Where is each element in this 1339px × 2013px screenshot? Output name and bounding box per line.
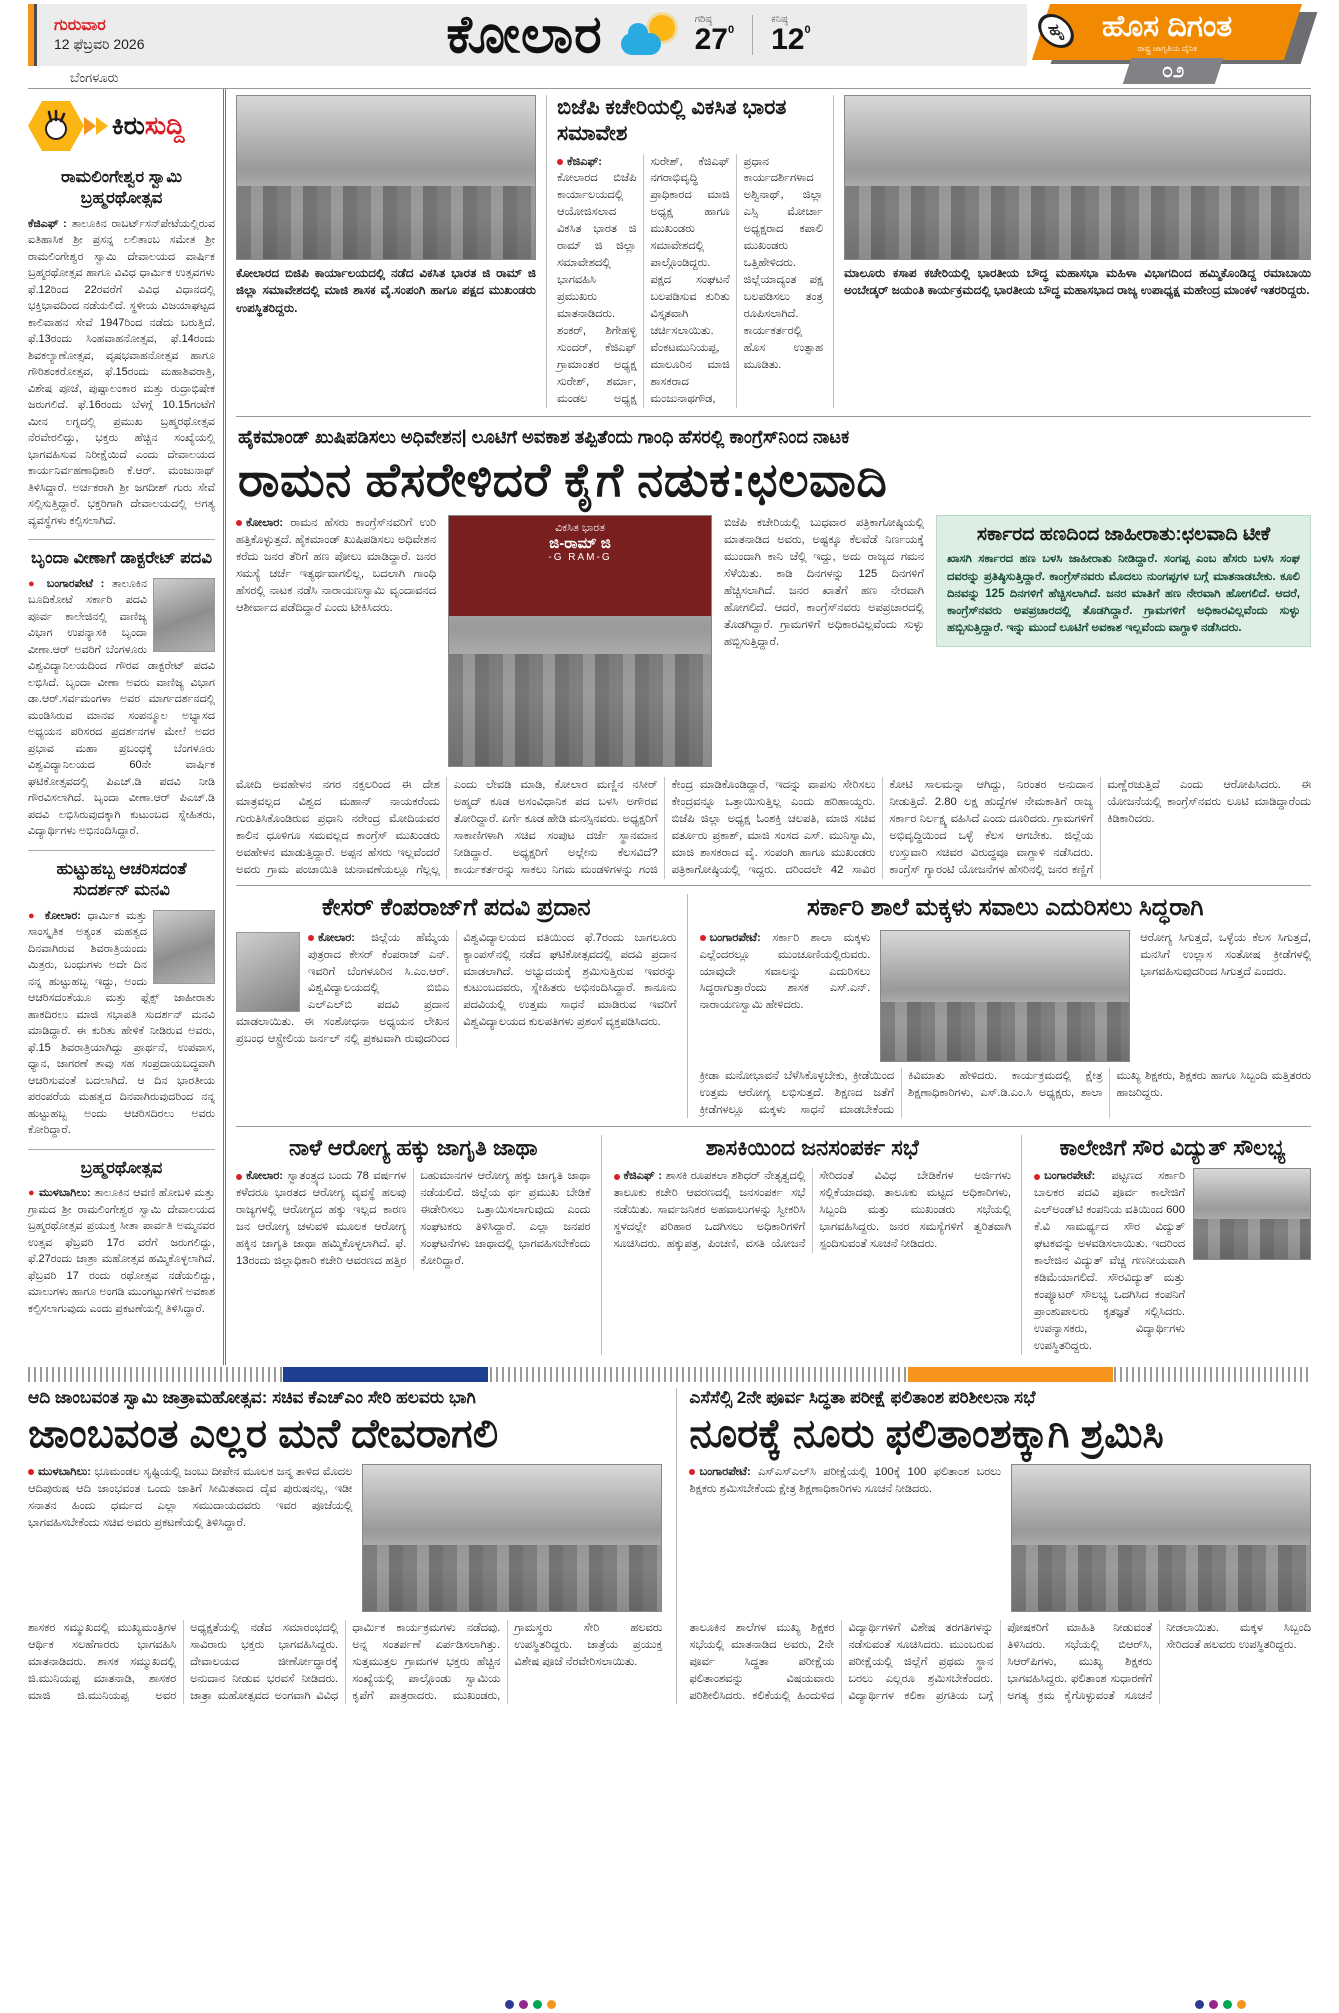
story-body: ಬಂಗಾರಪೇಟೆ: ಪಟ್ಟಣದ ಸರ್ಕಾರಿ ಬಾಲಕರ ಪದವಿ ಪೂರ್ವ ಕಾಲೇಜಿಗೆ ಎಲ್‌ಅಂಡ್‌ಟಿ ಕಂಪನಿಯ ವತಿಯಿಂದ 600 ಕೆ.ವಿ ಸಾಮರ್ಥ್ಯದ ಸೌರ ವಿದ್ಯುತ್ ಘಟಕವನ್ನು ಅಳವಡಿಸಲಾಯಿತು. ಇದರಿಂದ ಕಾಲೇಜಿನ ವಿದ್ಯುತ್ ವೆಚ್ಚ ಗಣನೀಯವಾಗಿ ಕಡಿಮೆಯಾಗಲಿದೆ. ಸೌರವಿದ್ಯುತ್ ಮತ್ತು ಕಂಪ್ಯೂಟರ್ ಸೌಲಭ್ಯ ಒದಗಿಸಿದ ಕಂಪನಿಗೆ ಪ್ರಾಂಶುಪಾಲರು ಕೃತಜ್ಞತೆ ಸಲ್ಲಿಸಿದರು. ಉಪನ್ಯಾಸಕರು, ವಿದ್ಯಾರ್ಥಿಗಳು ಉಪಸ್ಥಿತರಿದ್ದರು. xyxy=(1034,1170,1186,1352)
top-story-band xyxy=(236,89,1311,417)
speaker-podium-photo xyxy=(448,515,712,767)
kiru-suddi-rail xyxy=(28,89,226,1365)
buddha-mahasabha-event-photo xyxy=(844,95,1311,260)
main-story-headline: ರಾಮನ ಹೆಸರೇಳಿದರೆ ಕೈಗೆ ನಡುಕ:ಛಲವಾದಿ xyxy=(238,452,888,506)
kiru-item-headline: ಹುಟ್ಟುಹಬ್ಬ ಆಚರಿಸದಂತೆ ಸುದರ್ಶನ್ ಮನವಿ xyxy=(56,859,187,900)
school-banner-event-photo xyxy=(880,930,1130,1062)
chevron-icon xyxy=(84,117,96,135)
portrait-photo xyxy=(153,578,215,652)
date: 12 ಫೆಬ್ರವರಿ 2026 xyxy=(54,36,145,53)
health-rights-story xyxy=(236,1135,602,1354)
story-kicker: ಆದಿ ಜಾಂಬವಂತ ಸ್ವಾಮಿ ಜಾತ್ರಾಮಹೋತ್ಸವ: ಸಚಿವ ಕೆಎಚ್‌ಎಂ ಸೇರಿ ಹಲವರು ಭಾಗಿ xyxy=(28,1387,476,1407)
story-headline: ಜಾಂಬವಂತ ಎಲ್ಲರ ಮನೆ ದೇವರಾಗಲಿ xyxy=(28,1411,499,1456)
jambavanta-story xyxy=(28,1388,662,1705)
kiru-item-headline: ರಾಮಲಿಂಗೇಶ್ವರ ಸ್ವಾಮಿ ಬ್ರಹ್ಮರಥೋತ್ಸವ xyxy=(60,168,183,208)
kiru-item-body: ● ಮುಳಬಾಗಿಲು: ತಾಲೂಕಿನ ಆವಣಿ ಹೋಬಳಿ ಮತ್ತು ಗ್ರಾಮದ ಶ್ರೀ ರಾಮಲಿಂಗೇಶ್ವರ ಸ್ವಾಮಿ ದೇವಾಲಯದ ಬ್ರಹ್ಮರಥೋತ್ಸವ ಪ್ರಯುಕ್ತ ಸೀತಾ ಪಾರ್ವತಿ ಅಮ್ಮನವರ ಉತ್ಸವ ಫೆಬ್ರವರಿ 17ರ ವರೆಗೆ ಜರುಗಲಿದ್ದು, ಫೆ.27ರಂದು ಜಾತ್ರಾ ಮಹೋತ್ಸವ ಹಮ್ಮಿಕೊಳ್ಳಲಾಗಿದೆ. ಫೆಬ್ರವರಿ 17 ರಂದು ರಥೋತ್ಸವ ನಡೆಯಲಿದ್ದು, ಮಾಲುಗಳು ಹಾಗೂ ಅಂಗಡಿ ಮುಂಗಟ್ಟುಗಳಿಗೆ ಅವಕಾಶ ಕಲ್ಪಿಸಲಾಗುವುದು ಎಂದು ಪ್ರಕಟಣೆಯಲ್ಲಿ ತಿಳಿಸಿದ್ದಾರೆ. xyxy=(28,1187,215,1315)
kiru-suddi-title: ಕಿರುಸುದ್ದಿ xyxy=(112,111,185,140)
portrait-photo xyxy=(236,932,300,1012)
section-divider-strip xyxy=(28,1367,1311,1382)
newspaper-logo xyxy=(1041,4,1311,82)
edition-masthead: ಕೋಲಾರ xyxy=(446,5,603,64)
newspaper-name: ಹೊಸ ದಿಗಂತ xyxy=(1101,10,1233,43)
content-area xyxy=(28,88,1311,1365)
article-headline: ಬಿಜೆಪಿ ಕಚೇರಿಯಲ್ಲಿ ವಿಕಸಿತ ಭಾರತ ಸಮಾವೇಶ xyxy=(557,96,787,146)
main-story-kicker: ಹೈಕಮಾಂಡ್ ಖುಷಿಪಡಿಸಲು ಅಧಿವೇಶನ| ಲೂಟಿಗೆ ಅವಕಾಶ ತಪ್ಪಿತೆಂದು ಗಾಂಧಿ ಹೆಸರಲ್ಲಿ ಕಾಂಗ್ರೆಸ್‌ನಿಂದ ನಾಟಕ xyxy=(238,426,850,447)
page-number: ೦೨ xyxy=(1161,59,1185,82)
photo-caption: ಕೋಲಾರದ ಬಿಜಿಪಿ ಕಾರ್ಯಾಲಯದಲ್ಲಿ ನಡೆದ ವಿಕಸಿತ ಭಾರತ ಜಿ ರಾಮ್ ಜಿ ಜಿಲ್ಲಾ ಸಮಾವೇಶದಲ್ಲಿ ಮಾಜಿ ಶಾಸಕ ವೈ.ಸಂಪಂಗಿ ಹಾಗೂ ಪಕ್ಷದ ಮುಖಂಡರು ಉಪಸ್ಥಿತರಿದ್ದರು. xyxy=(236,266,536,315)
main-story-column: ಬಿಜೆಪಿ ಕಚೇರಿಯಲ್ಲಿ ಬುಧವಾರ ಪತ್ರಿಕಾಗೋಷ್ಠಿಯಲ್ಲಿ ಮಾತನಾಡಿದ ಅವರು, ಅಷ್ಟಕ್ಕೂ ಕೆಲವೆಡೆ ನಿರ್ಣಯಕ್ಕೆ ಮುಂದಾಗಿ ಕಾನಿ ಚೆಲ್ಲಿ ಇದ್ದು, ಅದು ರಾಜ್ಯದ ಗಮನ ಸೆಳೆಯಿತು. ಕಾಡಿ ದಿನಗಳನ್ನು 125 ದಿನಗಳಿಗೆ ಹೆಚ್ಚಿಸಲಾಗಿದೆ. ಜನರ ಖಾತೆಗೆ ಹಣ ನೇರವಾಗಿ ಹೋಗಲಿದೆ. ಆದರೆ, ಕಾಂಗ್ರೆಸ್‌ನವರು ಅಪಪ್ರಚಾರದಲ್ಲಿ ತೊಡಗಿದ್ದಾರೆ. ಗ್ರಾಮಗಳಿಗೆ ಅಧಿಕಾರವಿಲ್ಲವೆಂದು ಸುಳ್ಳು ಹಬ್ಬಿಸುತ್ತಿದ್ದಾರೆ. xyxy=(724,517,924,648)
story-column: ಬಂಗಾರಪೇಟೆ: ಸರ್ಕಾರಿ ಶಾಲಾ ಮಕ್ಕಳು ಎಲ್ಲೆಂದರಲ್ಲೂ ಮುಂಚೂಣಿಯಲ್ಲಿರುವರು. ಯಾವುದೇ ಸವಾಲನ್ನು ಎದುರಿಸಲು ಸಿದ್ಧರಾಗುತ್ತಾರೆಂದು ಶಾಸಕ ಎಸ್.ಎನ್. ನಾರಾಯಣಸ್ವಾಮಿ ಹೇಳಿದರು. xyxy=(699,931,871,1012)
kiru-item-headline: ಬ್ರಹ್ಮರಥೋತ್ಸವ xyxy=(80,1158,163,1177)
print-registration-dots xyxy=(505,2000,556,2009)
logo-emblem-icon: ಹೃ xyxy=(1033,14,1078,48)
weather-min-label: ಕನಿಷ್ಠ xyxy=(771,14,788,25)
story-headline: ಕೇಸರ್ ಕೆಂಪರಾಜ್‌ಗೆ ಪದವಿ ಪ್ರದಾನ xyxy=(321,893,591,921)
kiru-item-doctorate xyxy=(28,540,215,850)
date-accent-bar xyxy=(28,4,37,66)
story-body: ಕೋಲಾರ: ಸ್ವಾತಂತ್ರ್ಯದ ಬಂದು 78 ವರ್ಷಗಳ ಕಳೆದರೂ ಭಾರತದ ಆರೋಗ್ಯ ವ್ಯವಸ್ಥೆ ಹಲವು ರಾಜ್ಯಗಳಲ್ಲಿ ಆರೋಗ್ಯದ ಹಕ್ಕು ಇಲ್ಲದ ಕಾರಣ ಜನ ಆರೋಗ್ಯ ಚಳುವಳಿ ಮೂಲಕ ಆರೋಗ್ಯ ಹಕ್ಕಿನ ಜಾಗೃತಿ ಜಾಥಾ ಹಮ್ಮಿಕೊಳ್ಳಲಾಗಿದೆ. ಫೆ. 13ರಂದು ಜಿಲ್ಲಾಧಿಕಾರಿ ಕಚೇರಿ ಆವರಣದ ಹತ್ತಿರ ಬಹುಮಾನಗಳ ಆರೋಗ್ಯ ಹಕ್ಕು ಜಾಗೃತಿ ಜಾಥಾ ನಡೆಯಲಿದೆ. ಜಿಲ್ಲೆಯ ರ್ಥ ಪ್ರಮುಖ ಬೇಡಿಕೆ ಈಡೇರಿಸಲು ಒತ್ತಾಯಿಸಲಾಗುವುದು ಎಂದು ಸಂಘಟಕರು ತಿಳಿಸಿದ್ದಾರೆ. ಎಲ್ಲಾ ಜನಪರ ಸಂಘಟನೆಗಳು ಜಾಥಾದಲ್ಲಿ ಭಾಗವಹಿಸಬೇಕೆಂದು ಕೋರಿದ್ದಾರೆ. xyxy=(236,1170,591,1268)
story-column: ಆರೋಗ್ಯ ಸಿಗುತ್ತದೆ, ಒಳ್ಳೆಯ ಕೆಲಸ ಸಿಗುತ್ತದೆ, ಮನಸಿಗೆ ಉಲ್ಲಾಸ ಸಂತೋಷ ಕ್ರೀಡೆಗಳಲ್ಲಿ ಭಾಗವಹಿಸುವುದರಿಂದ ಸಿಗುತ್ತದೆ ಎಂದರು. xyxy=(1140,931,1311,978)
chevron-icon xyxy=(96,117,108,135)
main-story-lead: ಕೋಲಾರ: ರಾಮನ ಹೆಸರು ಕಾಂಗ್ರೆಸ್‌ನವರಿಗೆ ಉರಿ ಹತ್ತಿಕೊಳ್ಳುತ್ತದೆ. ಹೈಕಮಾಂಡ್ ಖುಷಿಪಡಿಸಲು ಅಧಿವೇಶನ ಕರೆದು ಜನರ ತೆರಿಗೆ ಹಣ ಪೋಲು ಮಾಡಿದ್ದಾರೆ. ಜನರ ಸಮಸ್ಯೆ ಚರ್ಚೆ ಇತ್ಯರ್ಥವಾಗಲಿಲ್ಲ, ಬದಲಾಗಿ ಗಾಂಧಿ ಹೆಸರಲ್ಲಿ ನಾಟಕ ನಡೆಸಿ ನಾರಾಯಣಸ್ವಾಮಿ ವೃಂದಾವನದ ಆಶೀರ್ವಾದ ಪಡೆದಿದ್ದಾರೆ ಎಂದು ಟೀಕಿಸಿದರು. xyxy=(236,517,437,614)
weather-min-value: $12^0$ xyxy=(771,23,811,56)
kiru-item-rathotsava xyxy=(28,1150,215,1327)
page-number-band xyxy=(1123,58,1223,84)
vikasita-bharata-article xyxy=(546,95,823,408)
story-headline: ನಾಳೆ ಆರೋಗ್ಯ ಹಕ್ಕು ಜಾಗೃತಿ ಜಾಥಾ xyxy=(289,1135,538,1161)
story-lead: ಮುಳಬಾಗಿಲು: ಭೂಮಂಡಲ ಸೃಷ್ಟಿಯಲ್ಲಿ ಜಂಬು ದೀಪೇನ ಮೂಲಕ ಜನ್ಮ ತಾಳಿದ ಮೊದಲ ಆದಿಪುರುಷ ಆದಿ ಜಾಂಭವಂತ ಒಂದು ಜಾತಿಗೆ ಸೀಮಿತವಾದ ದೈವ ಪುರುಷನಲ್ಲ, ಇಡೀ ಸನಾತನ ಹಿಂದು ಧರ್ಮದ ಎಲ್ಲಾ ಸಮುದಾಯದವರು ಇವರ ಪೂಜೆಯಲ್ಲಿ ಭಾಗವಹಿಸಬೇಕೆಂದು ಸಚಿವ ಅವರು ಪ್ರಕಟಣೆಯಲ್ಲಿ ತಿಳಿಸಿದ್ದಾರೆ. xyxy=(28,1465,353,1529)
story-body: ಕ್ರೀಡಾ ಮನೋಭಾವನೆ ಬೆಳೆಸಿಕೊಳ್ಳಬೇಕು, ಕ್ರೀಡೆಯಿಂದ ಉತ್ತಮ ಆರೋಗ್ಯ ಲಭಿಸುತ್ತದೆ. ಶಿಕ್ಷಣದ ಜತೆಗೆ ಕ್ರೀಡೆಗಳಲ್ಲೂ ಮಕ್ಕಳು ಸಾಧನೆ ಮಾಡಬೇಕೆಂದು ಕಿವಿಮಾತು ಹೇಳಿದರು. ಕಾರ್ಯಕ್ರಮದಲ್ಲಿ ಕ್ಷೇತ್ರ ಶಿಕ್ಷಣಾಧಿಕಾರಿಗಳು, ಎಸ್.ಡಿ.ಎಂ.ಸಿ ಅಧ್ಯಕ್ಷರು, ಶಾಲಾ ಮುಖ್ಯ ಶಿಕ್ಷಕರು, ಶಿಕ್ಷಕರು ಹಾಗೂ ಸಿಬ್ಬಂದಿ ಮತ್ತಿತರರು ಹಾಜರಿದ್ದರು. xyxy=(699,1069,1311,1116)
solar-panel-photo xyxy=(1193,1168,1311,1260)
story-body: ಕೋಲಾರ: ಜಿಲ್ಲೆಯ ಹೆಮ್ಮೆಯ ಪುತ್ರರಾದ ಕೇಸರ್ ಕೆಂಪರಾಜ್ ಎನ್. ಇವರಿಗೆ ಬೆಂಗಳೂರಿನ ಸಿ.ಎಂ.ಆರ್. ವಿಶ್ವವಿದ್ಯಾಲಯದಲ್ಲಿ ಬಿಬಿಎ ಎಲ್‌ಎಲ್‌ಬಿ ಪದವಿ ಪ್ರದಾನ ಮಾಡಲಾಯಿತು. ಈ ಸಂಶೋಧನಾ ಅಧ್ಯಯನ ಲೇಖನ ಪ್ರಬಂಧ ಆಸ್ಟ್ರೇಲಿಯ ಜರ್ನಲ್ ನಲ್ಲಿ ಪ್ರಕಟವಾಗಿ ರುವುದರಿಂದ ವಿಶ್ವವಿದ್ಯಾಲಯದ ವತಿಯಿಂದ ಫೆ.7ರಂದು ಬಾಗಲೂರು ಕ್ಯಾಂಪಸ್‌ನಲ್ಲಿ ನಡೆದ ಘಟಿಕೋತ್ಸವದಲ್ಲಿ ಪದವಿ ಪ್ರದಾನ ಮಾಡಲಾಗಿದೆ. ಅಭ್ಯುದಯಕ್ಕೆ ಶ್ರಮಿಸುತ್ತಿರುವ ಇವರನ್ನು ಕುಟುಂಬದವರು, ಸ್ನೇಹಿತರು ಅಭಿನಂದಿಸಿದ್ದಾರೆ. ಕಾನೂನು ಪದವಿಯಲ್ಲಿ ಉತ್ತಮ ಸಾಧನೆ ಮಾಡಿರುವ ಇವರಿಗೆ ವಿಶ್ವವಿದ್ಯಾಲಯದ ಕುಲಪತಿಗಳು ಪ್ರಶಂಸೆ ವ್ಯಕ್ತಪಡಿಸಿದರು. xyxy=(236,931,677,1046)
kesar-degree-story xyxy=(236,894,688,1119)
main-story-body: ಮೋದಿ ಅವಹೇಳನ ನಗರ ನಕ್ಸಲರಿಂದ ಈ ದೇಶ ಮಾತ್ರವಲ್ಲದ ವಿಶ್ವದ ಮಹಾನ್ ನಾಯಕರೆಂದು ಗುರುತಿಸಿಕೊಂಡಿರುವ ಪ್ರಧಾನಿ ನರೇಂದ್ರ ಮೋದಿಯವರ ಕಾಲಿನ ಧೂಳಿಗೂ ಸಮವಲ್ಲದ ಕಾಂಗ್ರೆಸ್ ಮುಖಂಡರು ಅವಹೇಳನ ಮಾಡುತ್ತಿದ್ದಾರೆ. ಅಪ್ಪನ ಹೆಸರು ಇಲ್ಲವೆಂದರೆ ಅವರು ಗ್ರಾಮ ಪಂಚಾಯಿತಿ ಚುನಾವಣೆಯಲ್ಲೂ ಗೆಲ್ಲಲ್ಲ ಎಂದು ಲೇವಡಿ ಮಾಡಿ, ಕೋಲಾರ ಮಣ್ಣಿನ ನಸೀರ್ ಅಹ್ಮದ್ ಕೂಡ ಅಸಂವಿಧಾನಿಕ ಪದ ಬಳಸಿ ಅಗೌರವ ತೋರಿದ್ದಾರೆ. ಏರ್ಗೆ ಕೂಡ ಹೇಡಿ ಮನಸ್ಸಿನವರು. ಅಧ್ಯಕ್ಷರಿಗೆ ಸಾಕಾಣಿಗಳಾಗಿ ಸಚಿವ ಸಂಪುಟ ದರ್ಜೆ ಸ್ಥಾನಮಾನ ನೀಡಿದ್ದಾರೆ. ಅಧ್ಯಕ್ಷರಿಗೆ ಅಲ್ಲೇನು ಕೆಲಸವಿದೆ? ಕಾರ್ಯಕರ್ತರನ್ನು ಸಾಕಲು ನಿಗಮ ಮಂಡಳಿಗಳನ್ನು ಗಂಜಿ ಕೇಂದ್ರ ಮಾಡಿಕೊಂಡಿದ್ದಾರೆ, ಇದನ್ನು ವಾಪಸು ಸೇರಿಸಲು ಕೇಂದ್ರವನ್ನೂ ಒತ್ತಾಯಿಸುತ್ತಿಲ್ಲ ಎಂದು ಹರಿಹಾಯ್ದರು. ಬಿಜೆಪಿ ಜಿಲ್ಲಾ ಅಧ್ಯಕ್ಷ ಓಂಶಕ್ತಿ ಚಲಪತಿ, ಮಾಜಿ ಸಚಿವ ವರ್ತೂರು ಪ್ರಕಾಶ್, ಮಾಜಿ ಸಂಸದ ಎಸ್. ಮುನಿಸ್ವಾಮಿ, ಮಾಜಿ ಶಾಸಕರಾದ ವೈ. ಸಂಪಂಗಿ ಹಾಗೂ ಮುಖಂಡರು ಪತ್ರಿಕಾಗೋಷ್ಠಿಯಲ್ಲಿ ಇದ್ದರು. ದರಿಂದಲೇ 42 ಸಾವಿರ ಕೋಟಿ ಸಾಲಮನ್ನಾ ಆಗಿದ್ದು, ನಿರಂತರ ಅನುದಾನ ನೀಡುತ್ತಿದೆ. 2.80 ಲಕ್ಷ ಹುದ್ದೆಗಳ ನೇಮಕಾತಿಗೆ ರಾಜ್ಯ ಸರ್ಕಾರ ನಿರ್ಲಕ್ಷ್ಯ ವಹಿಸಿದೆ ಎಂದು ದೂರಿದರು. ಗ್ರಾಮಗಳಿಗೆ ಅಭಿವೃದ್ಧಿಯಿಂದ ಒಳ್ಳೆ ಕೆಲಸ ಆಗಬೇಕು. ಜಿಲ್ಲೆಯ ಉಸ್ತುವಾರಿ ಸಚಿವರ ವಿರುದ್ಧವೂ ವಾಗ್ದಾಳಿ ನಡೆಸಿದರು. ಕಾಂಗ್ರೆಸ್ ಗ್ಯಾರಂಟಿ ಯೋಜನೆಗಳ ಹೆಸರಿನಲ್ಲಿ ಜನರ ಕಣ್ಣಿಗೆ ಮಣ್ಣೆರಚುತ್ತಿದೆ ಎಂದು ಆರೋಪಿಸಿದರು. ಈ ಯೋಜನೆಯಲ್ಲಿ ಕಾಂಗ್ರೆಸ್‌ನವರು ಲೂಟಿ ಮಾಡಿದ್ದಾರೆಂದು ಕಿಡಿಕಾರಿದರು. xyxy=(236,779,1311,876)
masthead-strip xyxy=(238,4,1027,66)
weekday: ಗುರುವಾರ xyxy=(54,17,106,35)
jatra-event-photo xyxy=(362,1464,662,1612)
print-registration-dots xyxy=(1195,2000,1246,2009)
main-area xyxy=(226,89,1311,1365)
story-headline: ಸರ್ಕಾರಿ ಶಾಲೆ ಮಕ್ಕಳು ಸವಾಲು ಎದುರಿಸಲು ಸಿದ್ಧರಾಗಿ xyxy=(806,893,1204,921)
article-body: ಕೆಜಿಎಫ್: ಕೋಲಾರದ ಬಿಜೆಪಿ ಕಾರ್ಯಾಲಯದಲ್ಲಿ ಆಯೋಜಿಸಲಾದ ವಿಕಸಿತ ಭಾರತ ಜಿ ರಾಮ್ ಜಿ ಜಿಲ್ಲಾ ಸಮಾವೇಶದಲ್ಲಿ ಭಾಗವಹಿಸಿ ಪ್ರಮುಖರು ಮಾತನಾಡಿದರು. ಶಂಕರ್, ಶಿಗೇಹಳ್ಳಿ ಸುಂದರ್, ಕೆಜಿಎಫ್ ಗ್ರಾಮಾಂತರ ಅಧ್ಯಕ್ಷ ಸುರೇಶ್, ಶರ್ಮಾ, ಮಂಡಲ ಅಧ್ಯಕ್ಷ ಸುರೇಶ್, ಕೆಜಿಎಫ್ ನಗರಾಭಿವೃದ್ಧಿ ಪ್ರಾಧಿಕಾರದ ಮಾಜಿ ಅಧ್ಯಕ್ಷ ಹಾಗೂ ಮುಖಂಡರು ಸಮಾವೇಶದಲ್ಲಿ ಪಾಲ್ಗೊಂಡಿದ್ದರು. ಪಕ್ಷದ ಸಂಘಟನೆ ಬಲಪಡಿಸುವ ಕುರಿತು ವಿಸ್ತೃತವಾಗಿ ಚರ್ಚಿಸಲಾಯಿತು. ವೆಂಕಟಮುನಿಯಪ್ಪ, ಮಾಲೂರಿನ ಮಾಜಿ ಶಾಸಕರಾದ ಮಂಜುನಾಥಗೌಡ, ಪ್ರಧಾನ ಕಾರ್ಯದರ್ಶಿಗಳಾದ ಅಶ್ವಿನಾಥ್, ಜಿಲ್ಲಾ ಎಸ್ಸಿ ಮೋರ್ಚಾ ಅಧ್ಯಕ್ಷರಾದ ಕಪಾಲಿ ಮುಖಂಡರು ಒತ್ತಿಹೇಳಿದರು. ಜಿಲ್ಲೆಯಾದ್ಯಂತ ಪಕ್ಷ ಬಲಪಡಿಸಲು ತಂತ್ರ ರೂಪಿಸಲಾಗಿದೆ. ಕಾರ್ಯಕರ್ತರಲ್ಲಿ ಹೊಸ ಉತ್ಸಾಹ ಮೂಡಿತು. xyxy=(557,155,823,405)
kiru-suddi-brand xyxy=(28,101,215,151)
bottom-story-band xyxy=(28,1388,1311,1705)
kiru-item-birthday-appeal xyxy=(28,851,215,1150)
blue-bar xyxy=(283,1367,488,1382)
main-story xyxy=(236,417,1311,886)
weather-divider xyxy=(752,15,753,55)
story-lead: ಬಂಗಾರಪೇಟೆ: ಎಸ್‌ಎಸ್‌ಎಲ್‌ಸಿ ಪರೀಕ್ಷೆಯಲ್ಲಿ 100ಕ್ಕೆ 100 ಫಲಿತಾಂಶ ಬರಲು ಶಿಕ್ಷಕರು ಶ್ರಮಿಸಬೇಕೆಂದು ಕ್ಷೇತ್ರ ಶಿಕ್ಷಣಾಧಿಕಾರಿಗಳು ಸೂಚನೆ ನೀಡಿದರು. xyxy=(689,1465,1001,1495)
highlight-box xyxy=(936,515,1311,646)
kiru-item-brahmarathotsava xyxy=(28,159,215,540)
mla-public-meet-story xyxy=(614,1135,1023,1354)
story-headline: ಕಾಲೇಜಿಗೆ ಸೌರ ವಿದ್ಯುತ್ ಸೌಲಭ್ಯ xyxy=(1059,1135,1286,1161)
stage-banner: ವಿಕಸಿತ ಭಾರತ ಜಿ-ರಾಮ್ ಜಿ -G RAM-G xyxy=(449,516,711,616)
story-kicker: ಎಸೆಸೆಲ್ಸಿ 2ನೇ ಪೂರ್ವ ಸಿದ್ಧತಾ ಪರೀಕ್ಷೆ ಫಲಿತಾಂಶ ಪರಿಶೀಲನಾ ಸಭೆ xyxy=(689,1387,1036,1407)
review-meeting-photo xyxy=(1011,1464,1311,1612)
weather-max-label: ಗರಿಷ್ಠ xyxy=(694,14,713,25)
weather-widget xyxy=(621,15,819,55)
photo-caption: ಮಾಲೂರು ಕಸಾಪ ಕಚೇರಿಯಲ್ಲಿ ಭಾರತೀಯ ಬೌದ್ಧ ಮಹಾಸಭಾ ಮಹಿಳಾ ವಿಭಾಗದಿಂದ ಹಮ್ಮಿಕೊಂಡಿದ್ದ ರಮಾಬಾಯಿ ಅಂಬೇಡ್ಕರ್ ಜಯಂತಿ ಕಾರ್ಯಕ್ರಮದಲ್ಲಿ ಭಾರತೀಯ ಬೌದ್ಧ ಮಹಾಸಭಾದ ರಾಜ್ಯ ಉಪಾಧ್ಯಕ್ಷ ಮಹೇಂದ್ರ ಮಾಂಕಳೆ ಇತರರಿದ್ದರು. xyxy=(844,266,1311,298)
story-headline: ಶಾಸಕಿಯಿಂದ ಜನಸಂಪರ್ಕ ಸಭೆ xyxy=(705,1135,919,1161)
story-body: ತಾಲೂಕಿನ ಶಾಲೆಗಳ ಮುಖ್ಯ ಶಿಕ್ಷಕರ ಸಭೆಯಲ್ಲಿ ಮಾತನಾಡಿದ ಅವರು, 2ನೇ ಪೂರ್ವ ಸಿದ್ಧತಾ ಪರೀಕ್ಷೆಯ ಫಲಿತಾಂಶವನ್ನು ವಿಷಯವಾರು ಪರಿಶೀಲಿಸಿದರು. ಕಲಿಕೆಯಲ್ಲಿ ಹಿಂದುಳಿದ ವಿದ್ಯಾರ್ಥಿಗಳಿಗೆ ವಿಶೇಷ ತರಗತಿಗಳನ್ನು ನಡೆಸುವಂತೆ ಸೂಚಿಸಿದರು. ಮುಂಬರುವ ಪರೀಕ್ಷೆಯಲ್ಲಿ ಜಿಲ್ಲೆಗೆ ಪ್ರಥಮ ಸ್ಥಾನ ಬರಲು ಎಲ್ಲರೂ ಶ್ರಮಿಸಬೇಕೆಂದರು. ವಿದ್ಯಾರ್ಥಿಗಳ ಕಲಿಕಾ ಪ್ರಗತಿಯ ಬಗ್ಗೆ ಪೋಷಕರಿಗೆ ಮಾಹಿತಿ ನೀಡುವಂತೆ ತಿಳಿಸಿದರು. ಸಭೆಯಲ್ಲಿ ಬಿಆರ್‌ಸಿ, ಸಿಆರ್‌ಪಿಗಳು, ಮುಖ್ಯ ಶಿಕ್ಷಕರು ಭಾಗವಹಿಸಿದ್ದರು. ಫಲಿತಾಂಶ ಸುಧಾರಣೆಗೆ ಅಗತ್ಯ ಕ್ರಮ ಕೈಗೊಳ್ಳುವಂತೆ ಸೂಚನೆ ನೀಡಲಾಯಿತು. ಮಕ್ಕಳ ಸಿಬ್ಬಂದಿ ಸೇರಿದಂತೆ ಹಲವರು ಉಪಸ್ಥಿತರಿದ್ದರು. xyxy=(689,1621,1311,1702)
date-block xyxy=(28,4,238,66)
kiru-item-headline: ಬೃಂದಾ ವೀಣಾಗೆ ಡಾಕ್ಟರೇಟ್ ಪದವಿ xyxy=(31,549,212,568)
portrait-photo xyxy=(153,910,215,984)
newspaper-tagline: ರಾಷ್ಟ್ರ ಜಾಗೃತಿಯ ದೈನಿಕ xyxy=(1137,44,1197,53)
bjp-office-meeting-photo xyxy=(236,95,536,260)
kiru-item-body: ● ಬಂಗಾರಪೇಟೆ : ತಾಲೂಕಿನ ಬೂದಿಕೋಟೆ ಸರ್ಕಾರಿ ಪದವಿ ಪೂರ್ವ ಕಾಲೇಜಿನಲ್ಲಿ ವಾಣಿಜ್ಯ ವಿಭಾಗ ಉಪನ್ಯಾಸಕಿ ಬೃಂದಾ ವೀಣಾ.ಆರ್ ಅವರಿಗೆ ಬೆಂಗಳೂರು ವಿಶ್ವವಿದ್ಯಾನಿಲಯದಿಂದ ಗೌರವ ಡಾಕ್ಟರೇಟ್ ಪದವಿ ಲಭಿಸಿದೆ. ಬೃಂದಾ ವೀಣಾ ಅವರು ವಾಣಿಜ್ಯ ವಿಭಾಗ ಡಾ.ಆರ್.ಸರ್ವಮಂಗಳಾ ಅವರ ಮಾರ್ಗದರ್ಶನದಲ್ಲಿ ಮಂಡಿಸಿರುವ ಮಾನವ ಸಂಪನ್ಮೂಲ ಅಭ್ಯಾಸದ ಅಧ್ಯಯನ ಪರಿಸರದ ಪ್ರದರ್ಶನಗಳ ಮೇಲೆ ಅದರ ಪ್ರಭಾವ ಮಹಾ ಪ್ರಬಂಧಕ್ಕೆ ಬೆಂಗಳೂರು ವಿಶ್ವವಿದ್ಯಾನಿಲಯದ 60ನೇ ವಾರ್ಷಿಕ ಘಟಿಕೋತ್ಸವದಲ್ಲಿ ಪಿಎಚ್.ಡಿ ಪದವಿ ನೀಡಿ ಗೌರವಿಸಲಾಗಿದೆ. ಬೃಂದಾ ವೀಣಾ.ಆರ್ ಪಿಎಚ್.ಡಿ ಪದವಿ ಲಭಿಸಿರುವುದಕ್ಕಾಗಿ ಕುಟುಂಬದ ಸ್ನೇಹಿತರು, ವಿದ್ಯಾರ್ಥಿಗಳು ಅಭಿನಂದಿಸಿದ್ದಾರೆ. xyxy=(28,577,215,838)
mid-story-band xyxy=(236,886,1311,1128)
orange-bar xyxy=(908,1367,1113,1382)
kiru-item-body: ಕೆಜಿಎಫ್ : ತಾಲೂಕಿನ ರಾಬರ್ಟ್‌ಸನ್‌ಪೇಟೆಯಲ್ಲಿರುವ ಐತಿಹಾಸಿಕ ಶ್ರೀ ಪ್ರಸನ್ನ ಲಲಿತಾಂಬ ಸಮೇತ ಶ್ರೀ ರಾಮಲಿಂಗೇಶ್ವರ ಸ್ವಾಮಿ ದೇವಾಲಯದ ವಾರ್ಷಿಕ ಬ್ರಹ್ಮರಥೋತ್ಸವ ಹಾಗೂ ವಿವಿಧ ಧಾರ್ಮಿಕ ಉತ್ಸವಗಳು ಫೆ.12ರಿಂದ 22ರವರೆಗೆ ವಿವಿಧ ವಿಧಾನದಲ್ಲಿ ಭಕ್ತಿಭಾವದಿಂದ ನಡೆಯಲಿದೆ. ಸ್ಥಳೀಯ ವಿಜಯಾಘಟ್ಟದ ಕಾಲಿವಾಹನ ಸೇವೆ 1947ರಿಂದ ನಡೆದು ಬರುತ್ತಿದೆ. ಫೆ.13ರಂದು ಸಿಂಹವಾಹನೋತ್ಸವ, ಫೆ.14ರಂದು ಶಿವಕಲ್ಯಾಣೋತ್ಸವ, ವೃಷಭವಾಹನೋತ್ಸವ ಹಾಗೂ ಗೌರಿಶಂಕರೋತ್ಸವ, ಫೆ.15ರಂದು ಮಹಾಶಿವರಾತ್ರಿ, ವಿಶೇಷ ಪೂಜೆ, ಪುಷ್ಪಾಲಂಕಾರ ಮತ್ತು ರುದ್ರಾಭಿಷೇಕ ಜರುಗಲಿದೆ. ಫೆ.16ರಂದು ಬೆಳಗ್ಗೆ 10.15ಗಂಟೆಗೆ ಮೀನ ಲಗ್ನದಲ್ಲಿ ಪ್ರಮುಖ ಬ್ರಹ್ಮರಥೋತ್ಸವ ನೆರವೇರಲಿದ್ದು, ಭಕ್ತರು ಹೆಚ್ಚಿನ ಸಂಖ್ಯೆಯಲ್ಲಿ ಭಾಗವಹಿಸುವ ನಿರೀಕ್ಷೆಯಿದೆ ಎಂದು ದೇವಾಲಯದ ಕಾರ್ಯನಿರ್ವಹಣಾಧಿಕಾರಿ ಕೆ.ಆರ್. ಮಂಜುನಾಥ್ ತಿಳಿಸಿದ್ದಾರೆ. ಅರ್ಚಕರಾಗಿ ಶ್ರೀ ಜಗದೀಶ್ ಗುರು ಸೇವೆ ಸಲ್ಲಿಸುತ್ತಿದ್ದಾರೆ. ಭಕ್ತರಿಗಾಗಿ ದೇವಾಲಯದಲ್ಲಿ ಅಗತ್ಯ ವ್ಯವಸ್ಥೆಗಳು ಕಲ್ಪಿಸಲಾಗಿದೆ. xyxy=(28,217,216,527)
sun-cloud-icon xyxy=(621,15,677,55)
story-headline: ನೂರಕ್ಕೆ ನೂರು ಫಲಿತಾಂಶಕ್ಕಾಗಿ ಶ್ರಮಿಸಿ xyxy=(689,1411,1164,1456)
kiru-item-body: ● ಕೋಲಾರ: ಧಾರ್ಮಿಕ ಮತ್ತು ಸಾಂಸ್ಕೃತಿಕ ಅತ್ಯಂತ ಮಹತ್ವದ ದಿನವಾಗಿರುವ ಶಿವರಾತ್ರಿಯಂದು ಮಿತ್ರರು, ಬಂಧುಗಳು ಅದೇ ದಿನ ನನ್ನ ಹುಟ್ಟುಹಬ್ಬ ಇದ್ದು, ಅಂದು ಆಚರಿಸದಂತೆಯೂ ಮತ್ತು ಫ್ಲೆಕ್ಸ್ ಜಾಹೀರಾತು ಹಾಕದಿರಲು ಮಾಜಿ ಸಭಾಪತಿ ಸುದರ್ಶನ್ ಮನವಿ ಮಾಡಿದ್ದಾರೆ. ಈ ಕುರಿತು ಹೇಳಿಕೆ ನೀಡಿರುವ ಅವರು, ಫೆ.15 ಶಿವರಾತ್ರಿಯಾಗಿದ್ದು ಪ್ರಾರ್ಥನೆ, ಉಪವಾಸ, ಧ್ಯಾನ, ಜಾಗರಣೆ ತಾವು ಸಹ ಸಂಪ್ರದಾಯಬದ್ಧವಾಗಿ ಆಚರಿಸುವಂತೆ ಬದಲಾಗಿದೆ. ಆ ದಿನ ಭಾರತೀಯ ಪರಂಪರೆಯ ಮಹತ್ವದ ದಿನವಾಗಿರುವುದರಿಂದ ನನ್ನ ಹುಟ್ಟುಹಬ್ಬ ಅಂದು ಆಚರಿಸದಿರಲು ಅವರು ಕೋರಿದ್ದಾರೆ. xyxy=(28,909,215,1137)
weather-max-value: $27^0$ xyxy=(694,23,735,56)
lower-story-band xyxy=(236,1127,1311,1364)
sslc-result-story xyxy=(676,1388,1311,1705)
city-label: ಬೆಂಗಳೂರು xyxy=(70,70,119,85)
highlight-box-title: ಸರ್ಕಾರದ ಹಣದಿಂದ ಜಾಹೀರಾತು:ಛಲವಾದಿ ಟೀಕೆ xyxy=(976,524,1271,546)
hand-snap-icon xyxy=(28,101,84,151)
school-children-story xyxy=(700,894,1312,1119)
story-body: ಶಾಸಕರ ಸಮ್ಮುಖದಲ್ಲಿ ಮುಖ್ಯಮಂತ್ರಿಗಳ ಆರ್ಥಿಕ ಸಲಹೆಗಾರರು ಭಾಗವಹಿಸಿ ಮಾತನಾಡಿದರು. ಶಾಸಕ ಸಮ್ಮುಖದಲ್ಲಿ ಜಿ.ಮುನಿಯಪ್ಪ ಮಾತನಾಡಿ, ಶಾಸಕರ ಮಾಜಿ ಜಿ.ಮುನಿಯಪ್ಪ ಅವರ ಅಧ್ಯಕ್ಷತೆಯಲ್ಲಿ ನಡೆದ ಸಮಾರಂಭದಲ್ಲಿ ಸಾವಿರಾರು ಭಕ್ತರು ಭಾಗವಹಿಸಿದ್ದರು. ದೇವಾಲಯದ ಜೀರ್ಣೋದ್ಧಾರಕ್ಕೆ ಅನುದಾನ ನೀಡುವ ಭರವಸೆ ನೀಡಿದರು. ಜಾತ್ರಾ ಮಹೋತ್ಸವದ ಅಂಗವಾಗಿ ವಿವಿಧ ಧಾರ್ಮಿಕ ಕಾರ್ಯಕ್ರಮಗಳು ನಡೆದವು. ಅನ್ನ ಸಂತರ್ಪಣೆ ಏರ್ಪಡಿಸಲಾಗಿತ್ತು. ಸುತ್ತಮುತ್ತಲ ಗ್ರಾಮಗಳ ಭಕ್ತರು ಹೆಚ್ಚಿನ ಸಂಖ್ಯೆಯಲ್ಲಿ ಪಾಲ್ಗೊಂಡು ಸ್ವಾಮಿಯ ಕೃಪೆಗೆ ಪಾತ್ರರಾದರು. ಮುಖಂಡರು, ಗ್ರಾಮಸ್ಥರು ಸೇರಿ ಹಲವರು ಉಪಸ್ಥಿತರಿದ್ದರು. ಜಾತ್ರೆಯ ಪ್ರಯುಕ್ತ ವಿಶೇಷ ಪೂಜೆ ನೆರವೇರಿಸಲಾಯಿತು. xyxy=(28,1621,663,1702)
highlight-box-body: ಖಾಸಗಿ ಸರ್ಕಾರದ ಹಣ ಬಳಸಿ ಜಾಹೀರಾತು ನೀಡಿದ್ದಾರೆ. ಸಂಗಪ್ಪ ಎಂಬ ಹೆಸರು ಬಳಸಿ ಸಂಘ ದವರನ್ನು ಪ್ರತಿಷ್ಠಿಸುತ್ತಿದ್ದಾರೆ. ಕಾಂಗ್ರೆಸ್‌ನವರು ಮೊದಲು ನುಂಗಪ್ಪಗಳ ಬಗ್ಗೆ ಮಾತನಾಡಬೇಕು. ಕೂಲಿ ದಿನವನ್ನು 125 ದಿನಗಳಿಗೆ ಹೆಚ್ಚಿಸಲಾಗಿದೆ. ಜನರ ಮಾತಿಗೆ ಹಣ ನೇರವಾಗಿ ಹೋಗಲಿದೆ. ಆದರೆ, ಕಾಂಗ್ರೆಸ್‌ನವರು ಅಪಪ್ರಚಾರದಲ್ಲಿ ತೊಡಗಿದ್ದಾರೆ. ಗ್ರಾಮಗಳಿಗೆ ಅಧಿಕಾರವಿಲ್ಲವೆಂದು ಸುಳ್ಳು ಹಬ್ಬಿಸುತ್ತಿದ್ದಾರೆ. ಇನ್ನು ಮುಂದೆ ಲೂಟಿಗೆ ಅವಕಾಶ ಇಲ್ಲವೆಂದು ವಾಗ್ದಾಳಿ ನಡೆಸಿದರು. xyxy=(947,553,1300,635)
story-body: ಕೆಜಿಎಫ್ : ಶಾಸಕಿ ರೂಪಕಲಾ ಶಶಿಧರ್ ನೇತೃತ್ವದಲ್ಲಿ ತಾಲೂಕು ಕಚೇರಿ ಆವರಣದಲ್ಲಿ ಜನಸಂಪರ್ಕ ಸಭೆ ನಡೆಯಿತು. ಸಾರ್ವಜನಿಕರ ಅಹವಾಲುಗಳನ್ನು ಸ್ವೀಕರಿಸಿ ಸ್ಥಳದಲ್ಲೇ ಪರಿಹಾರ ಒದಗಿಸಲು ಅಧಿಕಾರಿಗಳಿಗೆ ಸೂಚಿಸಿದರು. ಹಕ್ಕುಪತ್ರ, ಪಿಂಚಣಿ, ವಸತಿ ಯೋಜನೆ ಸೇರಿದಂತೆ ವಿವಿಧ ಬೇಡಿಕೆಗಳ ಅರ್ಜಿಗಳು ಸಲ್ಲಿಕೆಯಾದವು. ತಾಲೂಕು ಮಟ್ಟದ ಅಧಿಕಾರಿಗಳು, ಸಿಬ್ಬಂದಿ ಮತ್ತು ಮುಖಂಡರು ಸಭೆಯಲ್ಲಿ ಭಾಗವಹಿಸಿದ್ದರು. ಜನರ ಸಮಸ್ಯೆಗಳಿಗೆ ತ್ವರಿತವಾಗಿ ಸ್ಪಂದಿಸುವಂತೆ ಸೂಚನೆ ನೀಡಿದರು. xyxy=(613,1170,1011,1251)
solar-power-story xyxy=(1034,1135,1311,1354)
newspaper-page xyxy=(0,4,1339,2013)
